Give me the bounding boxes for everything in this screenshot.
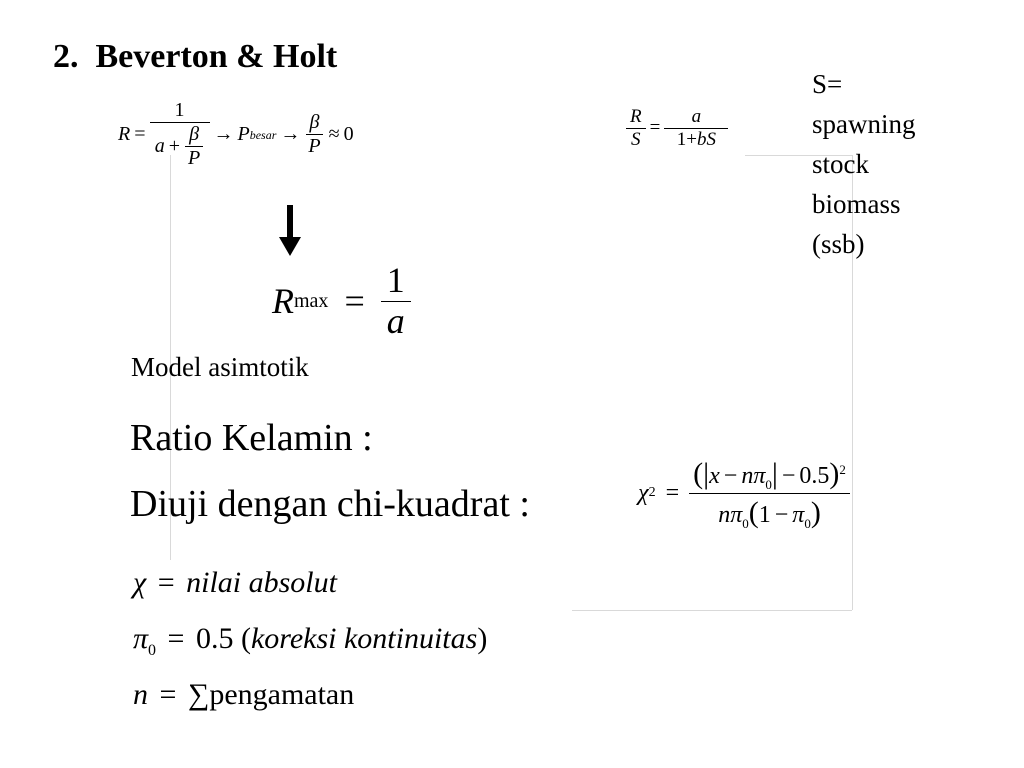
eq-den-subfraction — [184, 124, 204, 169]
chi-label: Diuji dengan chi-kuadrat : — [130, 483, 530, 525]
def-chi-text: nilai absolut — [186, 566, 337, 599]
eq-rs-den — [673, 129, 720, 150]
definition-chi — [133, 566, 337, 600]
eq-fraction — [150, 100, 210, 169]
eq-chi-denominator — [714, 494, 825, 529]
ratio-label: Ratio Kelamin : — [130, 417, 373, 459]
down-arrow-icon — [278, 205, 302, 257]
eq-r-symbol: R — [118, 123, 131, 145]
def-pi-value: 0.5 — [195, 622, 234, 655]
eq-rmax-den: a — [386, 300, 405, 341]
eq-zero: 0 — [343, 123, 354, 145]
eq-chi-den-pi2: π — [792, 501, 805, 528]
eq-equals: = — [134, 123, 146, 145]
eq-rmax-fraction — [381, 262, 411, 341]
title-number: 2. — [53, 38, 79, 75]
eq-chi-abs-close: | — [771, 457, 778, 490]
eq-beta-fraction — [304, 112, 324, 157]
eq-rmax-num: 1 — [381, 262, 411, 302]
eq-chi-den-pi: π — [730, 501, 743, 528]
note-line: spawning — [812, 109, 916, 139]
eq-denominator — [151, 123, 209, 169]
def-n-equals: = — [159, 678, 177, 711]
def-pi-symbol: π — [133, 622, 149, 655]
eq-chi-n: n — [741, 463, 754, 489]
eq-p2: P — [308, 135, 321, 157]
eq-rs-s2: S — [706, 128, 716, 150]
def-chi-equals: = — [157, 566, 175, 599]
eq-chi-den-n: n — [718, 501, 731, 528]
slide-title — [53, 38, 337, 76]
eq-chi-equals: = — [665, 479, 680, 506]
eq-rs-lhs — [626, 107, 646, 150]
def-pi-open: ( — [240, 622, 251, 655]
eq-numerator: 1 — [150, 100, 210, 123]
eq-rmax-r: R — [272, 281, 294, 322]
arrow-right-icon: → — [213, 123, 234, 145]
eq-chi-den-open: ( — [748, 495, 759, 529]
def-chi-symbol: χ — [133, 566, 147, 599]
eq-chi-half: 0.5 — [799, 463, 830, 489]
eq-rs-r: R — [626, 107, 646, 129]
definition-pi — [133, 622, 488, 659]
eq-rs-plus: + — [686, 128, 697, 150]
eq-chi-den-close: ) — [810, 495, 821, 529]
sigma-icon: ∑ — [187, 678, 210, 711]
eq-den-p: P — [188, 147, 201, 169]
eq-chi-den-sub0: 0 — [742, 515, 749, 531]
eq-chi-den-sub02: 0 — [804, 515, 811, 531]
eq-chi-minus2: − — [781, 463, 796, 489]
eq-rs-a: a — [664, 107, 728, 129]
def-pi-text: koreksi kontinuitas — [250, 622, 478, 655]
eq-chi-den-minus: − — [774, 501, 789, 528]
eq-chi: χ — [638, 479, 649, 506]
note-line: stock — [812, 149, 869, 179]
eq-chi-numerator — [689, 458, 850, 494]
eq-chi-minus: − — [723, 463, 738, 489]
eq-chi-x: x — [709, 463, 720, 489]
def-pi-close: ) — [477, 622, 488, 655]
eq-chi-fraction — [689, 457, 850, 531]
guide-line-bottom — [572, 610, 852, 611]
eq-den-a: a — [154, 135, 165, 157]
eq-rs-rhs — [664, 107, 728, 150]
model-label: Model asimtotik — [131, 352, 309, 382]
eq-rs-s: S — [631, 128, 641, 150]
eq-approx: ≈ — [328, 123, 340, 145]
eq-chi-close: ) — [829, 457, 840, 490]
def-pi-sub: 0 — [148, 642, 157, 659]
eq-den-beta: β — [185, 124, 203, 147]
equation-recruitment: R = 1 a + $\frac{\beta}{P}$ → P besar → $\frac{\beta}{P}$ ≈ 0 — [118, 99, 354, 169]
equation-rmax: R max = $\frac{1}{a}$ — [272, 262, 411, 341]
def-n-symbol: n — [133, 678, 148, 711]
equation-r-over-s — [626, 107, 728, 150]
eq-rs-equals: = — [649, 117, 661, 139]
eq-beta: β — [306, 112, 324, 135]
note-line: biomass — [812, 189, 901, 219]
eq-rs-one: 1 — [676, 128, 687, 150]
eq-chi-sq2: 2 — [839, 462, 846, 477]
eq-chi-sub0: 0 — [765, 476, 772, 492]
def-n-text: pengamatan — [209, 678, 355, 711]
note-spawning-stock — [812, 64, 916, 264]
equation-chi-square: χ 2 = $\frac{(|x - n\pi_0| - 0.5)^2}{n\pi_0(1 - \pi_0)}$ — [638, 458, 850, 528]
eq-den-plus: + — [168, 135, 181, 157]
eq-rmax-equals: = — [344, 281, 365, 322]
def-pi-equals: = — [167, 622, 185, 655]
definition-n — [133, 678, 354, 712]
eq-chi-pi: π — [753, 463, 766, 489]
note-line: (ssb) — [812, 229, 865, 259]
arrow-right-icon: → — [280, 123, 301, 145]
eq-chi-open: (| — [693, 457, 710, 490]
eq-rs-b: b — [696, 128, 707, 150]
note-line: S= — [812, 69, 843, 99]
eq-p-symbol: P — [237, 123, 250, 145]
title-text: Beverton & Holt — [95, 38, 338, 75]
eq-chi-den-one: 1 — [758, 501, 771, 528]
